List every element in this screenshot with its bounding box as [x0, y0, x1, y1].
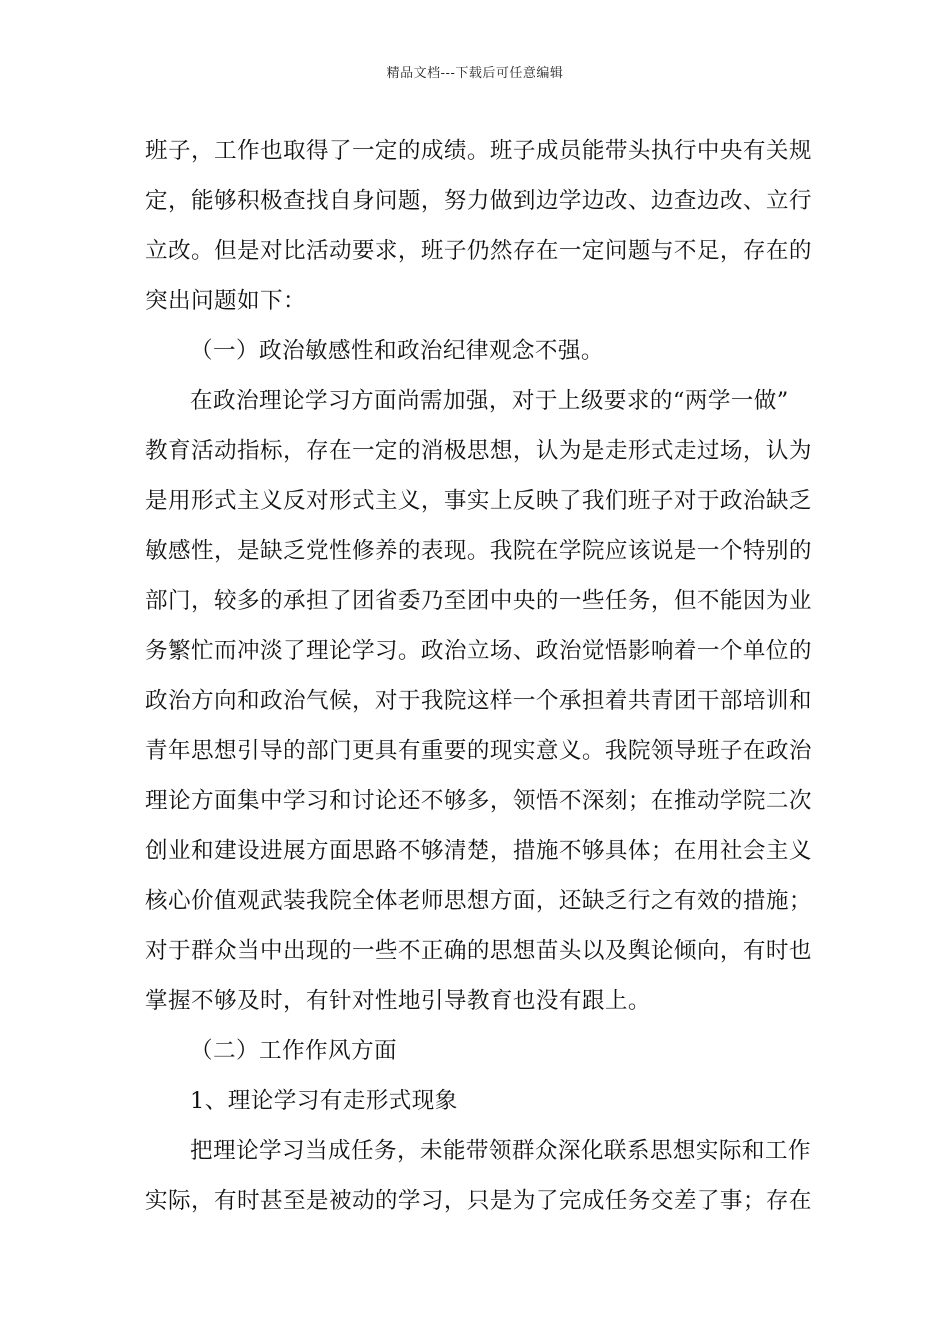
page-header: 精品文档---下载后可任意编辑: [386, 66, 564, 81]
text-line: [0, 436, 950, 466]
text-line: [0, 686, 950, 716]
text-line-content: 在政治理论学习方面尚需加强，对于上级要求的“两学一做”: [190, 388, 789, 414]
text-line: [0, 486, 950, 516]
subsection-heading: [0, 1086, 950, 1116]
text-line: [0, 636, 950, 666]
text-line-content: 立改。但是对比活动要求，班子仍然存在一定问题与不足，存在的: [145, 238, 812, 264]
text-line-content: 敏感性，是缺乏党性修养的表现。我院在学院应该说是一个特别的: [145, 538, 812, 564]
section-heading: [0, 336, 950, 366]
text-line: [0, 386, 950, 416]
text-line-content: 创业和建设进展方面思路不够清楚，措施不够具体；在用社会主义: [145, 838, 812, 864]
text-line: [0, 286, 950, 316]
text-line: [0, 986, 950, 1016]
text-line: [0, 836, 950, 866]
text-line-content: 部门，较多的承担了团省委乃至团中央的一些任务，但不能因为业: [145, 588, 812, 614]
section-heading-text: （一）政治敏感性和政治纪律观念不强。: [190, 338, 604, 364]
text-line-content: 务繁忙而冲淡了理论学习。政治立场、政治觉悟影响着一个单位的: [145, 638, 812, 664]
text-line-content: 核心价值观武装我院全体老师思想方面，还缺乏行之有效的措施；: [145, 888, 812, 914]
text-line-content: 青年思想引导的部门更具有重要的现实意义。我院领导班子在政治: [145, 738, 812, 764]
text-line-content: 教育活动指标，存在一定的消极思想，认为是走形式走过场，认为: [145, 438, 812, 464]
text-line: [0, 1136, 950, 1166]
text-line: [0, 586, 950, 616]
text-line: [0, 1186, 950, 1216]
text-line-content: 对于群众当中出现的一些不正确的思想苗头以及舆论倾向，有时也: [145, 938, 812, 964]
text-line-content: 是用形式主义反对形式主义，事实上反映了我们班子对于政治缺乏: [145, 488, 812, 514]
text-line: [0, 936, 950, 966]
section-heading: [0, 1036, 950, 1066]
text-line-content: 理论方面集中学习和讨论还不够多，领悟不深刻；在推动学院二次: [145, 788, 812, 814]
subsection-heading-text: 1、理论学习有走形式现象: [190, 1088, 458, 1114]
section-heading-text: （二）工作作风方面: [190, 1038, 397, 1064]
text-line-content: 突出问题如下：: [145, 288, 306, 314]
text-line-content: 把理论学习当成任务，未能带领群众深化联系思想实际和工作: [190, 1138, 811, 1164]
text-line: [0, 736, 950, 766]
text-line: [0, 886, 950, 916]
text-line-content: 班子，工作也取得了一定的成绩。班子成员能带头执行中央有关规: [145, 138, 812, 164]
text-line: [0, 136, 950, 166]
text-line: [0, 536, 950, 566]
text-line-content: 定，能够积极查找自身问题，努力做到边学边改、边查边改、立行: [145, 188, 812, 214]
text-line-content: 掌握不够及时，有针对性地引导教育也没有跟上。: [145, 988, 651, 1014]
text-line-content: 政治方向和政治气候，对于我院这样一个承担着共青团干部培训和: [145, 688, 812, 714]
text-line: [0, 186, 950, 216]
text-line: [0, 786, 950, 816]
text-line-content: 实际，有时甚至是被动的学习，只是为了完成任务交差了事；存在: [145, 1188, 812, 1214]
text-line: [0, 236, 950, 266]
